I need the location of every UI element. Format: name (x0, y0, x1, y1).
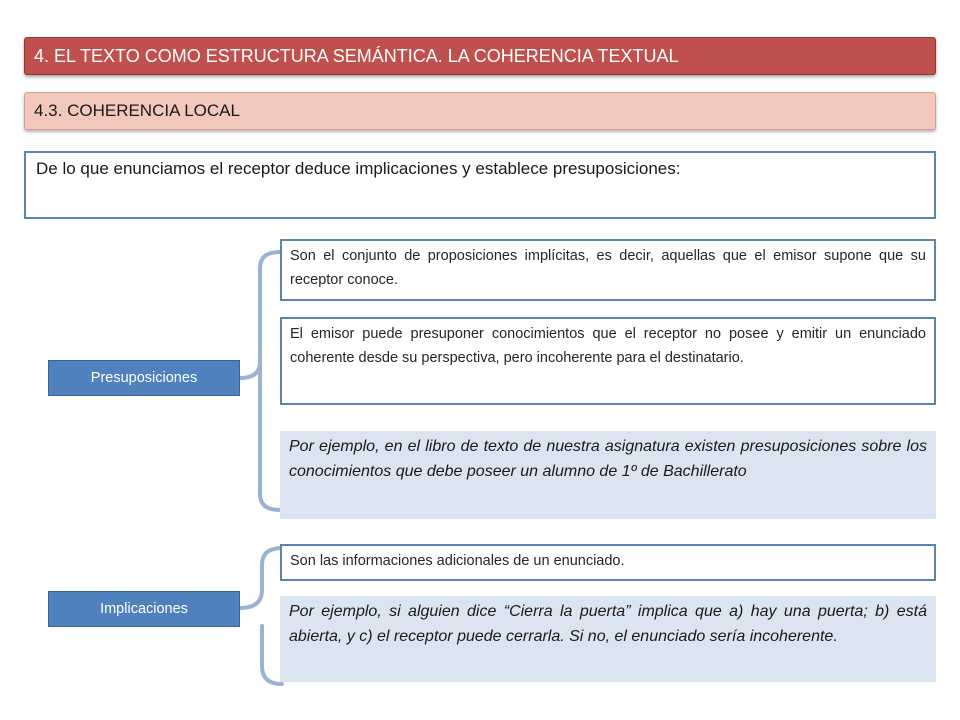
implicaciones-definition: Son las informaciones adicionales de un enunciado. (280, 544, 936, 581)
section-title: 4. EL TEXTO COMO ESTRUCTURA SEMÁNTICA. LA COHERENCIA TEXTUAL (24, 37, 936, 75)
subsection-title: 4.3. COHERENCIA LOCAL (24, 92, 936, 130)
presuposiciones-label: Presuposiciones (48, 360, 240, 396)
intro-text: De lo que enunciamos el receptor deduce implicaciones y establece presuposiciones: (24, 151, 936, 219)
presuposiciones-example: Por ejemplo, en el libro de texto de nuestra asignatura existen presuposiciones sobre los conocimientos que debe poseer un alumno de 1º de Bachillerato (280, 431, 936, 519)
presuposiciones-detail: El emisor puede presuponer conocimientos que el receptor no posee y emitir un enunciado coherente desde su perspectiva, pero incoherente para el destinatario. (280, 317, 936, 405)
presuposiciones-bracket (240, 252, 280, 510)
presuposiciones-definition: Son el conjunto de proposiciones implícitas, es decir, aquellas que el emisor supone que su receptor conoce. (280, 239, 936, 301)
implicaciones-bracket (240, 548, 282, 684)
implicaciones-example: Por ejemplo, si alguien dice “Cierra la puerta” implica que a) hay una puerta; b) está abierta, y c) el receptor puede cerrarla. Si no, el enunciado sería incoherente. (280, 596, 936, 682)
implicaciones-label: Implicaciones (48, 591, 240, 627)
